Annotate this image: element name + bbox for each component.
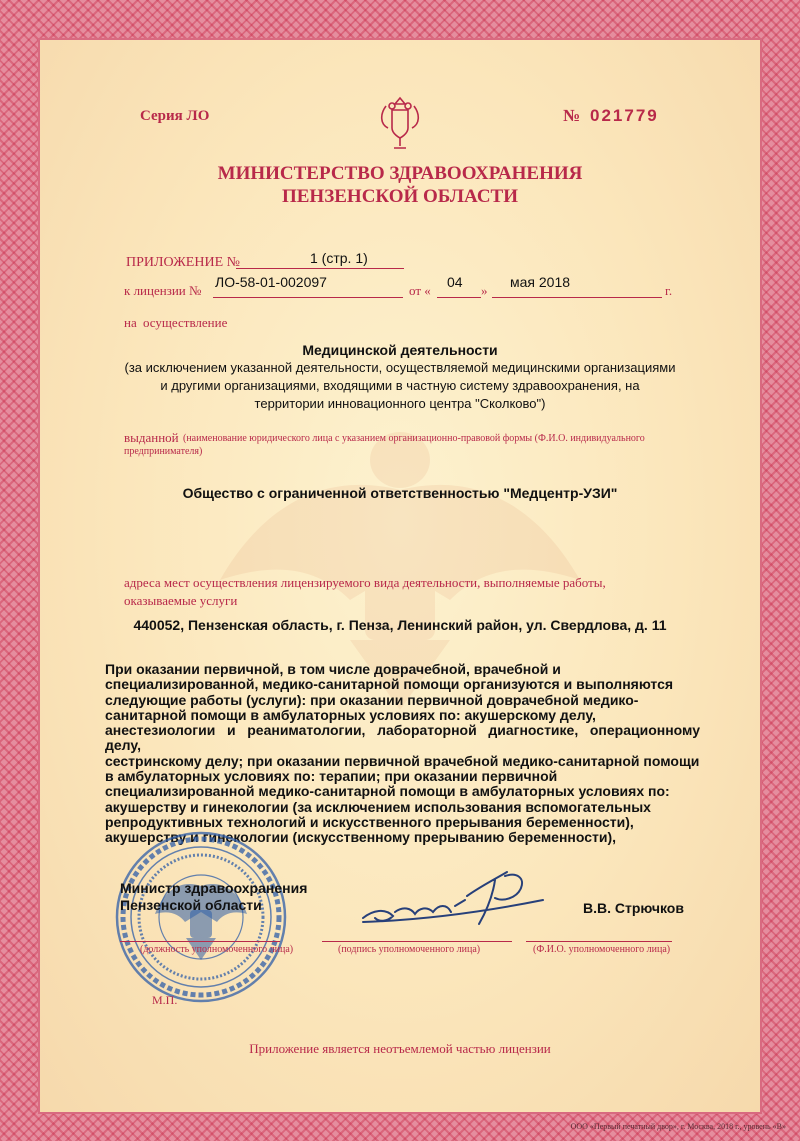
authority-line-1: Министр здравоохранения bbox=[120, 880, 308, 896]
signature-caption: (подпись уполномоченного лица) bbox=[338, 944, 481, 955]
services-line: специализированной медико-санитарной помощи в амбулаторных условиях по: bbox=[105, 783, 670, 800]
address-label-line-2: оказываемые услуги bbox=[124, 593, 238, 608]
services-line: анестезиологии и реаниматологии, лабораторной диагностике, операционному делу, bbox=[105, 722, 700, 754]
signatory-name: В.В. Стрючков bbox=[583, 900, 684, 916]
services-line: в амбулаторных условиях по: терапии; при оказании первичной bbox=[105, 768, 558, 785]
ministry-title bbox=[0, 162, 800, 208]
services-line: При оказании первичной, в том числе доврачебной, врачебной и bbox=[105, 661, 561, 677]
date-close-quote: » bbox=[481, 283, 488, 298]
ministry-title-line-1: МИНИСТЕРСТВО ЗДРАВООХРАНЕНИЯ bbox=[217, 163, 583, 184]
services-line: санитарной помощи в амбулаторных условиях по: акушерскому делу, bbox=[105, 706, 596, 723]
ministry-title-line-2: ПЕНЗЕНСКОЙ ОБЛАСТИ bbox=[281, 186, 518, 207]
issued-caption-line-2: предпринимателя) bbox=[124, 446, 203, 457]
appendix-label: ПРИЛОЖЕНИЕ № bbox=[126, 255, 240, 270]
authority-title bbox=[120, 880, 307, 914]
services-line: акушерству и гинекологии (за исключением использования вспомогательных bbox=[105, 798, 651, 815]
seal-place-label: М.П. bbox=[152, 993, 178, 1007]
services-line: следующие работы (услуги): при оказании первичной доврачебной медико- bbox=[105, 691, 639, 708]
license-month-year: мая 2018 bbox=[510, 274, 571, 290]
authority-line-2: Пензенской области bbox=[120, 897, 262, 913]
license-day: 04 bbox=[447, 274, 463, 290]
issued-label: выданной bbox=[124, 430, 179, 445]
activity-note-line-1: (за исключением указанной деятельности, осуществляемой медицинскими организациями bbox=[124, 360, 676, 375]
services-line: сестринскому делу; при оказании первичной врачебной медико-санитарной помощи bbox=[105, 752, 700, 769]
appendix-number: 1 (стр. 1) bbox=[310, 250, 368, 266]
footer-note: Приложение является неотъемлемой частью лицензии bbox=[249, 1041, 551, 1056]
organization-name: Общество с ограниченной ответственностью "Медцентр-УЗИ" bbox=[182, 485, 618, 501]
activity-block bbox=[0, 341, 800, 413]
issued-caption-line-1: (наименование юридического лица с указанием организационно-правовой формы (Ф.И.О. индивидуального bbox=[183, 433, 645, 444]
address-label bbox=[124, 574, 606, 610]
activity-title: Медицинской деятельности bbox=[302, 342, 498, 358]
activity-note-line-3: территории инновационного центра "Сколково") bbox=[254, 396, 546, 411]
document-number: 021779 bbox=[590, 106, 659, 125]
year-suffix: г. bbox=[665, 283, 673, 298]
printer-imprint: ООО «Первый печатный двор», г. Москва, 2018 г., уровень «В» bbox=[570, 1122, 786, 1131]
date-from-label: от « bbox=[409, 283, 431, 298]
services-line: специализированной, медико-санитарной помощи организуются и выполняются bbox=[105, 676, 674, 693]
services-line: репродуктивных технологий и искусственного прерывания беременности), bbox=[105, 813, 634, 830]
official-stamp-seal bbox=[112, 828, 290, 1006]
services-line: акушерству и гинекологии (искусственному прерыванию беременности), bbox=[105, 829, 617, 846]
address-label-line-1: адреса мест осуществления лицензируемого вида деятельности, выполняемые работы, bbox=[124, 575, 606, 590]
activity-label: на осуществление bbox=[124, 315, 228, 330]
authority-caption: (должность уполномоченного лица) bbox=[140, 944, 294, 955]
services-text bbox=[105, 662, 700, 846]
activity-note-line-2: и другими организациями, входящими в частную систему здравоохранения, на bbox=[160, 378, 640, 393]
coat-of-arms-icon bbox=[370, 92, 430, 152]
address-value: 440052, Пензенская область, г. Пенза, Ленинский район, ул. Свердлова, д. 11 bbox=[133, 617, 667, 633]
license-number: ЛО-58-01-002097 bbox=[215, 274, 327, 290]
license-label: к лицензии № bbox=[124, 283, 202, 298]
number-label: № bbox=[563, 106, 581, 125]
series-label: Серия ЛО bbox=[140, 108, 210, 124]
handwritten-signature bbox=[355, 866, 555, 936]
name-caption: (Ф.И.О. уполномоченного лица) bbox=[533, 944, 671, 955]
